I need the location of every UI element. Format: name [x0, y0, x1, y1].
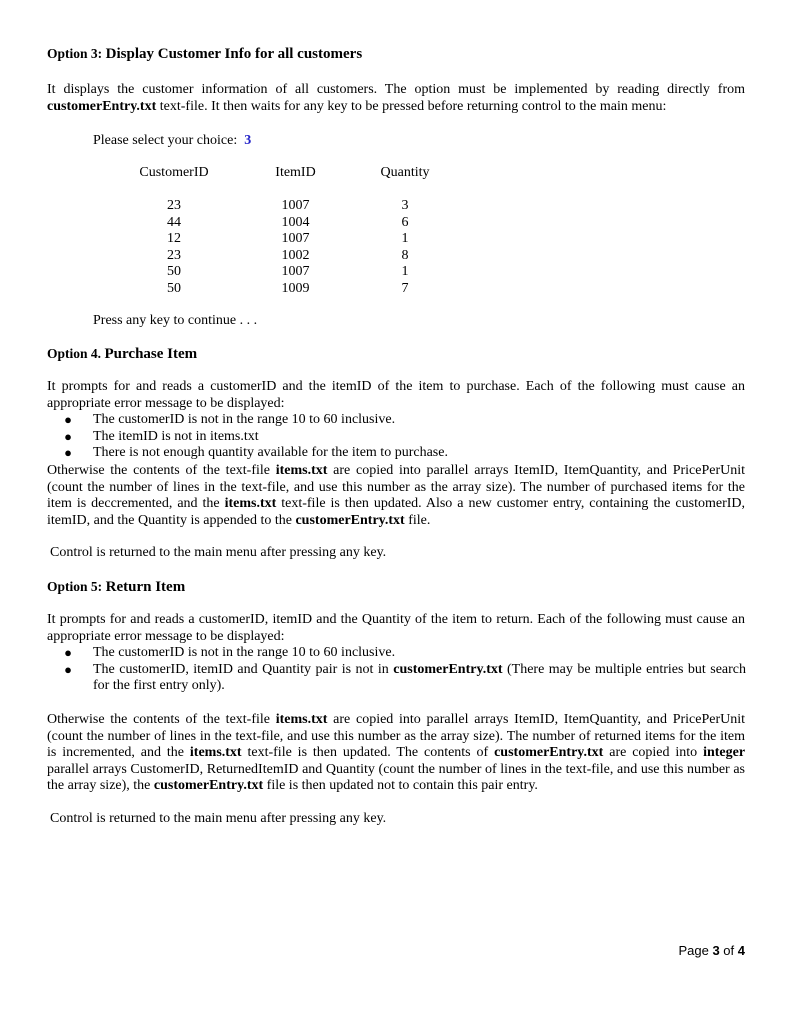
option3-description	[47, 82, 745, 115]
option5-body	[47, 712, 745, 795]
option4-body-items-file: items.txt	[224, 496, 277, 511]
bullet-icon: ●	[64, 661, 72, 677]
option5-body-text: are copied into parallel arrays ItemID, ItemQuantity, and PricePerUnit (count the number of lines in the text-file, and use this number as the array size). The number of returned items for the item is incremented, and the	[47, 712, 746, 760]
option4-heading-lead: Option 4.	[47, 346, 102, 361]
cell-quantity: 3	[401, 198, 409, 213]
option5-intro-line1: It prompts for and reads a customerID, itemID and the Quantity of the item to return. Each of the following must cause an	[47, 612, 745, 627]
cell-quantity: 8	[401, 247, 409, 263]
table-spacer-row	[130, 182, 437, 199]
list-item	[62, 412, 746, 429]
option5-body-items-file: items.txt	[275, 712, 328, 727]
option5-heading-lead: Option 5:	[47, 579, 103, 594]
list-item-text: The customerID is not in the range 10 to 60 inclusive.	[93, 412, 396, 427]
page-current: 3	[712, 943, 720, 958]
page-of-word: of	[723, 943, 735, 958]
option4-intro-line1: It prompts for and reads a customerID and the itemID of the item to purchase. Each of the following must cause an	[47, 379, 745, 394]
list-item-text: There is not enough quantity available for the item to purchase.	[93, 445, 448, 460]
press-any-key-text: Press any key to continue . . .	[93, 313, 258, 328]
list-item-file: customerEntry.txt	[393, 661, 503, 677]
cell-itemid: 1007	[281, 231, 310, 246]
choice-prompt-value: 3	[244, 133, 252, 148]
table-row	[130, 231, 437, 248]
cell-customerid: 23	[167, 198, 181, 213]
cell-quantity: 6	[401, 214, 409, 230]
option4-error-list	[62, 412, 746, 462]
option3-heading	[47, 46, 362, 63]
list-item-text: (There may be multiple entries but search for the first entry only).	[93, 661, 747, 693]
option4-body-text: file.	[408, 512, 431, 528]
option3-desc-line2	[47, 99, 745, 116]
list-item-text: The customerID is not in the range 10 to 60 inclusive.	[93, 645, 396, 660]
option5-heading-title: Return Item	[105, 579, 186, 595]
list-item-text: The itemID is not in items.txt	[93, 428, 259, 444]
table-row	[130, 264, 437, 281]
page-number	[678, 943, 745, 958]
header-quantity: Quantity	[380, 165, 430, 180]
bullet-icon: ●	[64, 412, 72, 427]
table-row	[130, 281, 437, 298]
cell-itemid: 1004	[281, 214, 310, 230]
option5-heading	[47, 579, 185, 596]
cell-itemid: 1007	[281, 264, 310, 279]
option5-body-text: text-file is then updated. The contents of	[247, 745, 489, 760]
option5-body-items-file: items.txt	[189, 745, 242, 760]
option5-control-note: Control is returned to the main menu after pressing any key.	[50, 811, 387, 826]
option4-body-customer-file: customerEntry.txt	[295, 512, 405, 528]
list-item-text: The customerID, itemID and Quantity pair is not in	[93, 661, 389, 677]
option4-heading	[47, 346, 197, 363]
option5-intro	[47, 612, 745, 645]
cell-customerid: 50	[167, 280, 181, 296]
option4-heading-title: Purchase Item	[104, 346, 198, 362]
cell-customerid: 44	[167, 214, 181, 230]
option3-desc-file: customerEntry.txt	[47, 98, 157, 114]
customer-info-table	[130, 165, 437, 297]
cell-customerid: 50	[167, 264, 181, 279]
option4-body-text: Otherwise the contents of the text-file	[47, 463, 270, 478]
list-item	[62, 429, 746, 446]
cell-itemid: 1009	[281, 280, 310, 296]
bullet-icon: ●	[64, 645, 72, 660]
table-row	[130, 215, 437, 232]
cell-quantity: 7	[401, 280, 409, 296]
choice-prompt	[93, 133, 251, 149]
option4-intro-line2: appropriate error message to be displayed:	[47, 395, 285, 411]
cell-customerid: 12	[167, 231, 181, 246]
option5-body-text: are copied into	[609, 745, 698, 760]
option5-body-customer-file: customerEntry.txt	[153, 778, 264, 793]
choice-prompt-label: Please select your choice:	[93, 133, 238, 148]
cell-itemid: 1002	[281, 247, 310, 263]
header-customerid: CustomerID	[139, 165, 209, 180]
option4-body-items-file: items.txt	[275, 463, 328, 478]
bullet-icon: ●	[64, 445, 72, 460]
option4-body-text: text-file is then updated. Also a new customer entry, containing the customerID, itemID, and the Quantity is appended to the	[47, 496, 746, 528]
option3-heading-lead: Option 3:	[47, 46, 103, 61]
option4-control-note: Control is returned to the main menu after pressing any key.	[50, 545, 387, 560]
option5-body-text: Otherwise the contents of the text-file	[47, 712, 270, 727]
page-word: Page	[678, 943, 709, 958]
option3-heading-title: Display Customer Info for all customers	[105, 46, 363, 62]
option5-body-customer-file: customerEntry.txt	[494, 745, 604, 760]
list-item	[62, 645, 746, 662]
cell-customerid: 23	[167, 247, 181, 263]
list-item	[62, 445, 746, 462]
bullet-icon: ●	[64, 428, 72, 444]
table-header-row	[130, 165, 437, 182]
option3-desc-line1: It displays the customer information of all customers. The option must be implemented by reading directly from	[47, 82, 745, 97]
option5-body-text: parallel arrays CustomerID, ReturnedItemID and Quantity (count the number of lines in the text-file, and use this number as the array size), the	[47, 761, 745, 793]
cell-quantity: 1	[401, 231, 409, 246]
option5-body-integer: integer	[703, 745, 746, 760]
table-row	[130, 198, 437, 215]
option4-body	[47, 463, 745, 529]
option5-body-text: file is then updated not to contain this pair entry.	[266, 778, 538, 793]
option3-desc-rest: text-file. It then waits for any key to be pressed before returning control to the main menu:	[159, 98, 667, 114]
option5-error-list	[62, 645, 746, 695]
list-item	[62, 662, 746, 695]
option4-body-text: are copied into parallel arrays ItemID, ItemQuantity, and PricePerUnit (count the number of lines in the text-file, and use this number as the array size). The number of purchased items for the item is deccremented, and the	[47, 463, 746, 511]
option4-intro	[47, 379, 745, 412]
table-row	[130, 248, 437, 265]
option5-intro-line2: appropriate error message to be displayed:	[47, 628, 285, 644]
cell-itemid: 1007	[281, 198, 310, 213]
page-total: 4	[737, 943, 745, 958]
cell-quantity: 1	[401, 264, 409, 279]
header-itemid: ItemID	[275, 165, 316, 180]
